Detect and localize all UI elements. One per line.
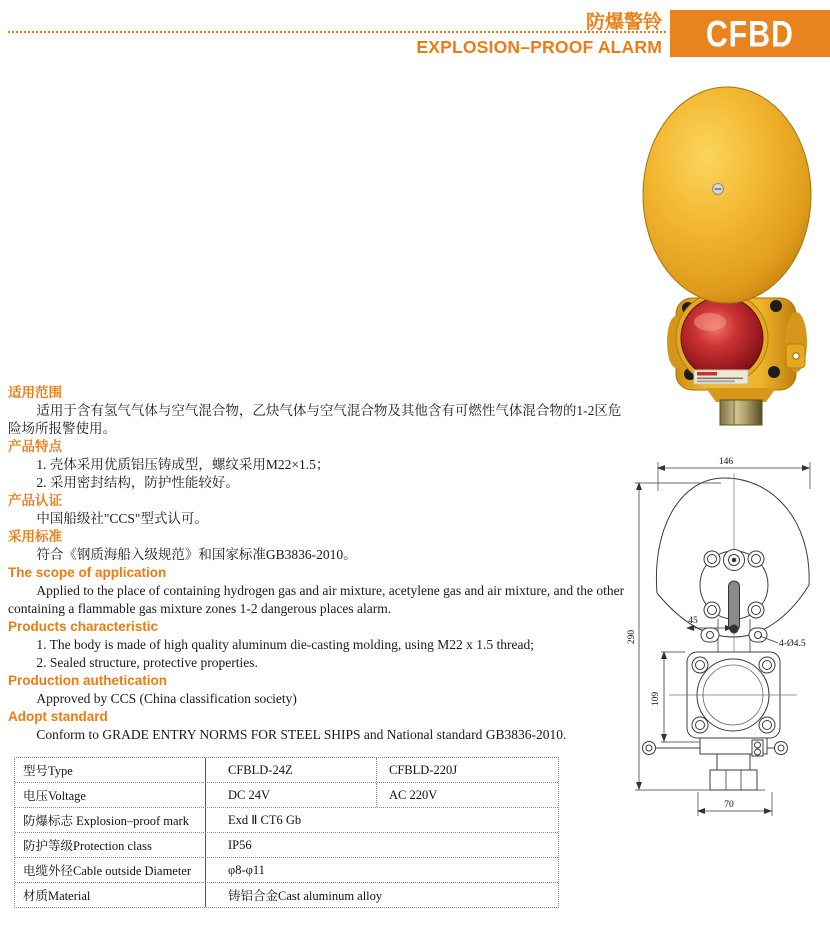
section-en-scope [8,564,626,618]
dim-holes-label: 4-Ø4.5 [779,639,806,649]
feature-item: 1. The body is made of high quality aluminum die-casting molding, using M22 x 1.5 thread; [36,637,535,652]
section-heading: Products characteristic [8,619,159,634]
row-label: 防护等级Protection class [15,833,206,857]
row-value: AC 220V [389,787,438,802]
page-title-cn: 防爆警铃 [585,12,662,33]
dim-height-label: 290 [627,629,637,645]
spec-table [14,757,559,908]
section-paragraph: Approved by CCS (China classification society) [36,691,297,706]
section-paragraph: 符合《钢质海船入级规范》和国家标准GB3836-2010。 [36,547,357,562]
feature-item: 2. 采用密封结构，防护性能较好。 [36,475,239,490]
dim-width-label: 146 [718,457,734,467]
row-value: φ8-φ11 [228,862,265,877]
row-value: Exd Ⅱ CT6 Gb [228,813,302,827]
section-cn-features [8,438,626,492]
dim-bottom-width-label: 70 [724,800,734,810]
model-badge-label: CFBD [705,12,795,54]
table-row [15,758,558,783]
section-heading: 产品特点 [8,439,62,454]
table-row [15,858,558,883]
dim-body-height-label: 109 [651,691,661,707]
section-en-standard [8,708,626,744]
section-heading: 产品认证 [8,493,62,508]
row-value: DC 24V [206,783,377,807]
feature-item: 2. Sealed structure, protective properties. [36,655,258,670]
row-value: 铸铝合金Cast aluminum alloy [228,889,383,903]
dimension-drawing [625,445,830,830]
row-value: CFBLD-24Z [206,758,377,782]
section-heading: Production authetication [8,673,168,688]
dim-pitch-label: 45 [688,616,698,626]
row-label: 型号Type [15,758,206,782]
section-heading: 适用范围 [8,385,62,400]
section-paragraph: Conform to GRADE ENTRY NORMS FOR STEEL SHIPS and National standard GB3836-2010. [36,727,567,742]
table-row [15,883,558,907]
model-badge [670,10,830,57]
table-row [15,783,558,808]
section-cn-certification [8,492,626,528]
section-en-authentication [8,672,626,708]
row-label: 材质Material [15,883,206,907]
row-label: 电缆外径Cable outside Diameter [15,858,206,882]
section-heading: 采用标准 [8,529,62,544]
section-paragraph: Applied to the place of containing hydrogen gas and air mixture, acetylene gas and air mixture, and the other containing a flammable gas mixture zones 1-2 dangerous places alarm. [8,583,625,616]
section-heading: The scope of application [8,565,167,580]
section-cn-scope [8,384,626,438]
section-paragraph: 适用于含有氢气气体与空气混合物，乙炔气体与空气混合物及其他含有可燃性气体混合物的1-2区危险场所报警使用。 [8,403,622,436]
feature-item: 1. 壳体采用优质铝压铸成型，螺纹采用M22×1.5； [36,457,330,472]
product-photo [628,82,824,431]
section-heading: Adopt standard [8,709,108,724]
table-row [15,833,558,858]
row-value: CFBLD-220J [389,762,458,777]
section-cn-standard [8,528,626,564]
row-label: 电压Voltage [15,783,206,807]
header-divider [8,31,666,33]
content-sections [8,384,626,744]
section-en-characteristic [8,618,626,672]
table-row [15,808,558,833]
page-title-en: EXPLOSION–PROOF ALARM [416,37,662,57]
row-label: 防爆标志 Explosion–proof mark [15,808,206,832]
section-paragraph: 中国船级社"CCS"型式认可。 [36,511,208,526]
row-value: IP56 [228,837,252,852]
